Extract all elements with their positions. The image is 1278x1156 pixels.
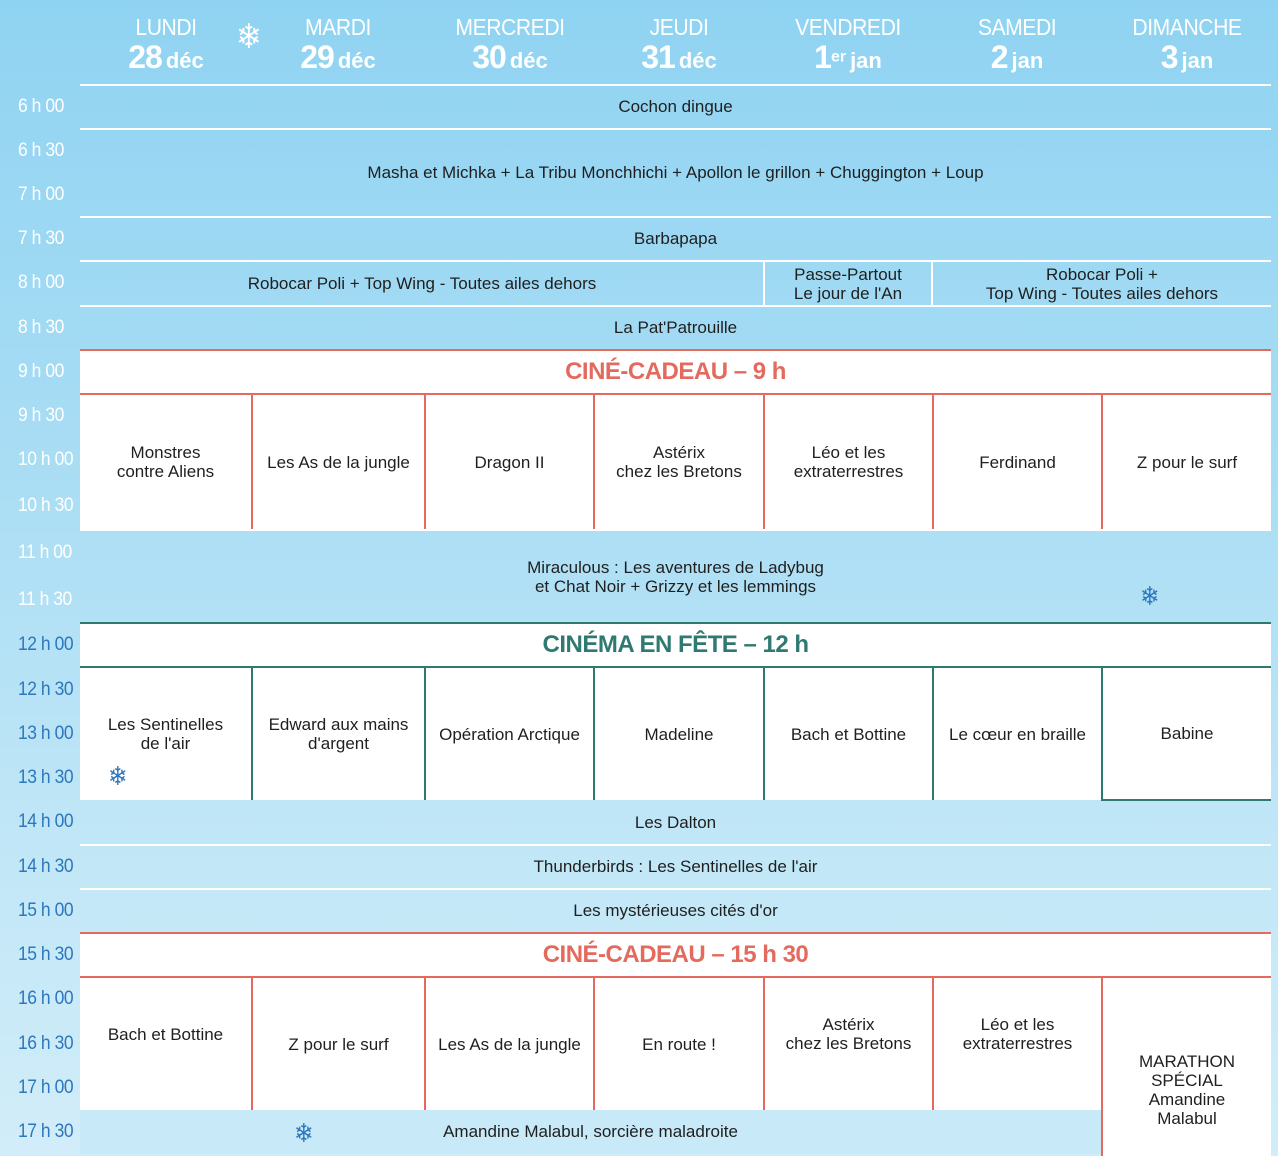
- day-name: MERCREDI: [455, 14, 565, 40]
- time-label: 17 h 30: [18, 1121, 74, 1142]
- program-les-dalton: Les Dalton: [634, 813, 717, 832]
- day-month: jan: [1181, 48, 1214, 73]
- film-cell: Ferdinand: [979, 452, 1056, 472]
- film-cell: Dragon II: [474, 452, 545, 472]
- film-cell: Monstres contre Aliens: [116, 443, 215, 481]
- day-month: déc: [165, 48, 204, 73]
- film-cell: Léo et les extraterrestres: [962, 1015, 1073, 1053]
- time-label: 6 h 30: [18, 140, 64, 161]
- time-label: 17 h 00: [18, 1077, 74, 1098]
- day-name: VENDREDI: [795, 14, 901, 40]
- day-name: DIMANCHE: [1132, 14, 1242, 40]
- film-cell: Babine: [1160, 724, 1214, 743]
- film-cell: Le cœur en braille: [948, 724, 1086, 744]
- time-label: 7 h 30: [18, 228, 64, 249]
- day-month: déc: [678, 48, 717, 73]
- film-cell: En route !: [642, 1034, 716, 1054]
- snowflake-icon: ❄: [294, 1118, 314, 1148]
- day-number: 2: [990, 39, 1008, 75]
- time-label: 9 h 30: [18, 405, 64, 426]
- time-label: 11 h 30: [18, 589, 72, 610]
- time-label: 13 h 00: [18, 723, 74, 744]
- time-label: 10 h 30: [18, 495, 74, 516]
- day-thursday: [599, 14, 759, 76]
- day-number: 3: [1160, 39, 1178, 75]
- day-monday: [86, 14, 246, 76]
- banner-cine-cadeau-9: CINÉ-CADEAU – 9 h: [565, 358, 786, 385]
- time-label: 11 h 00: [18, 542, 72, 563]
- time-label: 12 h 30: [18, 679, 74, 700]
- program-masha: Masha et Michka + La Tribu Monchhichi + Apollon le grillon + Chuggington + Loup: [367, 163, 984, 182]
- film-cell: Léo et les extraterrestres: [793, 443, 904, 481]
- program-barbapapa: Barbapapa: [633, 229, 718, 248]
- program-cites-d-or: Les mystérieuses cités d'or: [573, 901, 778, 920]
- banner-cinema-en-fete: CINÉMA EN FÊTE – 12 h: [542, 631, 809, 658]
- time-label: 12 h 00: [18, 634, 74, 655]
- day-month: jan: [1011, 48, 1044, 73]
- time-label: 8 h 00: [18, 272, 64, 293]
- day-month: jan: [850, 48, 882, 73]
- divider: [1101, 799, 1271, 801]
- time-label: 9 h 00: [18, 361, 64, 382]
- day-month: déc: [337, 48, 376, 73]
- film-cell: Z pour le surf: [1136, 452, 1238, 472]
- program-marathon-special: MARATHON SPÉCIAL Amandine Malabul: [1138, 1052, 1235, 1128]
- time-label: 16 h 30: [18, 1033, 74, 1054]
- time-label: 14 h 00: [18, 811, 74, 832]
- program-amandine-malabul: Amandine Malabul, sorcière maladroite: [80, 1110, 1101, 1154]
- day-name: JEUDI: [649, 14, 709, 40]
- day-number: 1: [814, 39, 831, 75]
- film-cell: Z pour le surf: [288, 1034, 389, 1054]
- snowflake-icon: ❄: [236, 18, 262, 56]
- film-cell: Madeline: [644, 724, 714, 744]
- day-tuesday: [258, 14, 418, 76]
- day-sunday: [1107, 14, 1267, 76]
- program-cochon-dingue: Cochon dingue: [618, 97, 733, 116]
- day-number: 30: [472, 39, 506, 75]
- time-label: 15 h 30: [18, 944, 74, 965]
- snowflake-icon: ❄: [108, 761, 128, 791]
- time-label: 13 h 30: [18, 767, 74, 788]
- time-label: 15 h 00: [18, 900, 74, 921]
- film-cell: Les Sentinelles de l'air: [107, 715, 224, 753]
- time-label: 10 h 00: [18, 449, 74, 470]
- time-label: 6 h 00: [18, 96, 64, 117]
- day-number: 28: [128, 39, 162, 75]
- time-label: 7 h 00: [18, 184, 64, 205]
- film-cell: Les As de la jungle: [438, 1034, 581, 1054]
- time-label: 16 h 00: [18, 988, 74, 1009]
- film-cell: Bach et Bottine: [790, 724, 907, 744]
- day-superscript: er: [830, 48, 847, 66]
- time-label: 14 h 30: [18, 856, 74, 877]
- day-name: LUNDI: [135, 14, 197, 40]
- film-cell: Edward aux mains d'argent: [268, 715, 409, 753]
- day-name: MARDI: [305, 14, 371, 40]
- day-saturday: [937, 14, 1097, 76]
- program-thunderbirds: Thunderbirds : Les Sentinelles de l'air: [533, 857, 818, 876]
- program-pat-patrouille: La Pat'Patrouille: [613, 318, 738, 337]
- film-cell: Astérix chez les Bretons: [785, 1015, 912, 1053]
- banner-cine-cadeau-1530: CINÉ-CADEAU – 15 h 30: [542, 941, 809, 968]
- day-name: SAMEDI: [977, 14, 1057, 40]
- film-cell: Bach et Bottine: [107, 1024, 224, 1044]
- day-number: 31: [641, 39, 675, 75]
- program-robocar-right: Robocar Poli + Top Wing - Toutes ailes dehors: [985, 264, 1219, 303]
- day-month: déc: [509, 48, 548, 73]
- film-cell: Les As de la jungle: [267, 452, 410, 472]
- film-cell: Opération Arctique: [439, 724, 580, 744]
- snowflake-icon: ❄: [1140, 581, 1160, 611]
- film-cell: Astérix chez les Bretons: [616, 443, 742, 481]
- day-friday: [768, 14, 928, 76]
- program-passe-partout: Passe-Partout Le jour de l'An: [793, 264, 903, 303]
- time-label: 8 h 30: [18, 317, 64, 338]
- program-robocar-left: Robocar Poli + Top Wing - Toutes ailes dehors: [247, 273, 597, 293]
- day-wednesday: [430, 14, 590, 76]
- day-number: 29: [300, 39, 334, 75]
- program-miraculous: Miraculous : Les aventures de Ladybug et Chat Noir + Grizzy et les lemmings: [527, 557, 824, 596]
